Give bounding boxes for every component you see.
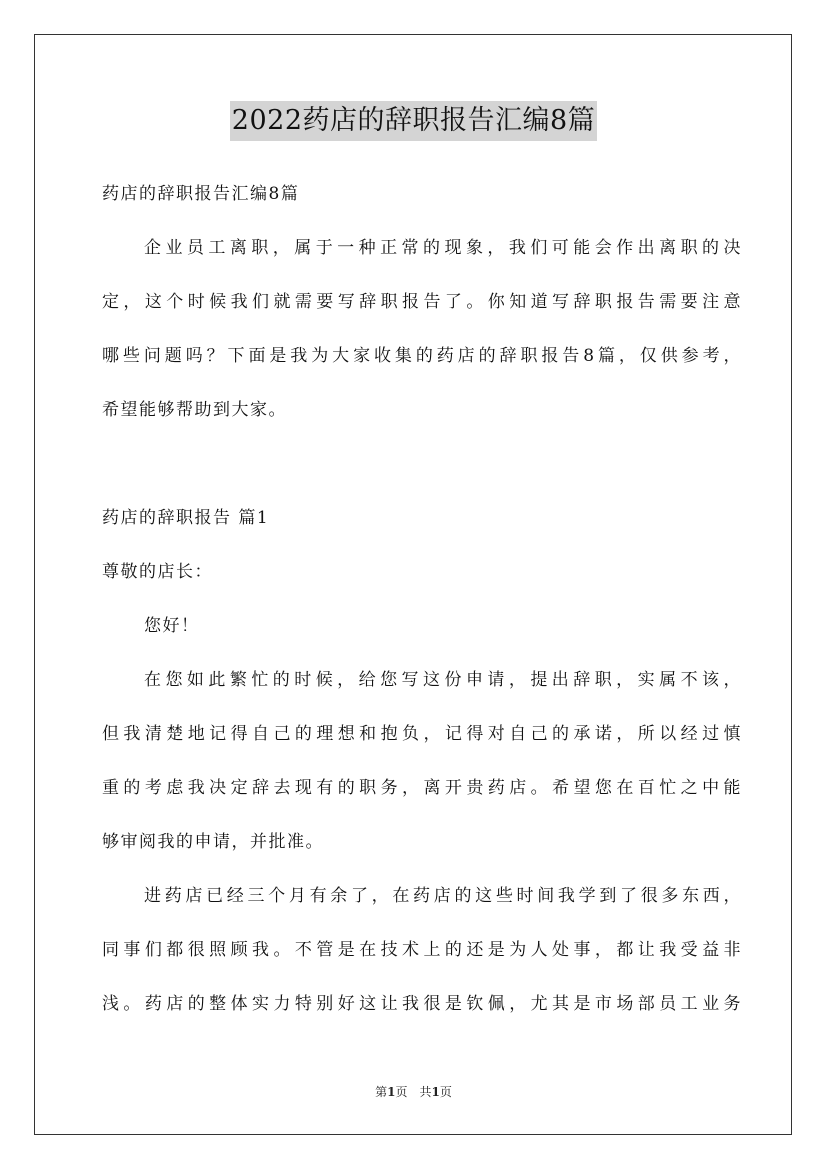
page-prefix: 第 xyxy=(375,1085,388,1099)
page-mid: 页 共 xyxy=(395,1085,432,1099)
paragraph-line: 在您如此繁忙的时候，给您写这份申请，提出辞职，实属不该， xyxy=(144,670,742,690)
paragraph-line: 同事们都很照顾我。不管是在技术上的还是为人处事，都让我受益非 xyxy=(102,940,742,960)
page-suffix: 页 xyxy=(439,1085,452,1099)
paragraph-line: 进药店已经三个月有余了，在药店的这些时间我学到了很多东西， xyxy=(144,886,742,906)
document-subtitle: 药店的辞职报告汇编8篇 xyxy=(102,184,300,204)
page-total: 1 xyxy=(431,1085,440,1099)
salutation: 尊敬的店长： xyxy=(102,562,213,582)
blank-line xyxy=(102,442,742,496)
paragraph-line: 但我清楚地记得自己的理想和抱负，记得对自己的承诺，所以经过慎 xyxy=(102,724,742,744)
paragraph-line: 浅。药店的整体实力特别好这让我很是钦佩，尤其是市场部员工业务 xyxy=(102,994,742,1014)
paragraph-line: 够审阅我的申请，并批准。 xyxy=(102,832,324,852)
section-heading: 药店的辞职报告 篇1 xyxy=(102,508,270,528)
paragraph-line: 重的考虑我决定辞去现有的职务，离开贵药店。希望您在百忙之中能 xyxy=(102,778,742,798)
page-current: 1 xyxy=(387,1085,396,1099)
intro-line: 哪些问题吗？下面是我为大家收集的药店的辞职报告8篇，仅供参考， xyxy=(102,346,742,366)
intro-line: 企业员工离职，属于一种正常的现象，我们可能会作出离职的决 xyxy=(144,238,742,258)
intro-line: 希望能够帮助到大家。 xyxy=(102,400,287,420)
title-container xyxy=(0,101,827,141)
document-title: 2022药店的辞职报告汇编8篇 xyxy=(230,101,597,141)
greeting: 您好！ xyxy=(144,616,200,636)
intro-line: 定，这个时候我们就需要写辞职报告了。你知道写辞职报告需要注意 xyxy=(102,292,742,312)
document-body xyxy=(102,172,742,1036)
page-footer xyxy=(0,1083,827,1100)
